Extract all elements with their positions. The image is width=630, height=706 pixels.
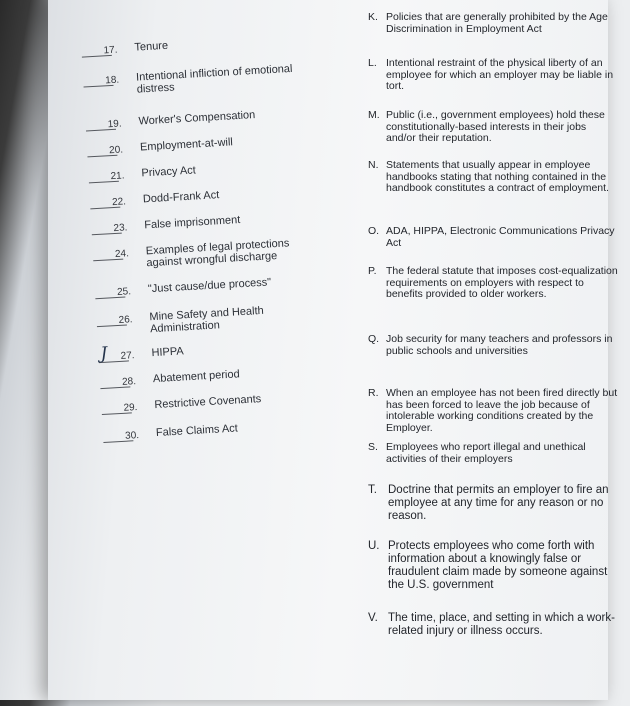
handwritten-answer: J	[99, 343, 108, 364]
term-text: Restrictive Covenants	[154, 393, 262, 412]
question-number: 28.	[121, 376, 137, 388]
question-number: 30.	[124, 429, 140, 442]
definition-text: Employees who report illegal and unethical activities of their employers	[386, 441, 586, 465]
definition-letter: U.	[368, 540, 380, 552]
term-text: False imprisonment	[144, 214, 241, 232]
question-number: 18.	[104, 74, 120, 87]
question-number: 23.	[113, 222, 128, 235]
worksheet-page	[48, 0, 618, 700]
term-text: Mine Safety and Health Administration	[149, 304, 265, 336]
definition-text: Job security for many teachers and professors in public schools and universities	[386, 333, 613, 357]
terms-column	[37, 0, 376, 706]
question-number: 25.	[116, 286, 132, 298]
question-number: 21.	[110, 170, 125, 183]
term-text: False Claims Act	[155, 422, 239, 440]
question-number: 24.	[114, 248, 130, 261]
definition-letter: M.	[368, 109, 380, 121]
term-text: "Just cause/due process"	[147, 276, 272, 296]
definition-text: The time, place, and setting in which a work-related injury or illness occurs.	[388, 612, 615, 637]
definition-letter: Q.	[368, 333, 380, 345]
question-number: 22.	[111, 196, 127, 209]
definition-letter: L.	[368, 57, 377, 69]
question-number: 29.	[123, 402, 138, 414]
definition-letter: S.	[368, 441, 378, 453]
definition-text: Doctrine that permits an employer to fire an employee at any time for any reason or no reason.	[388, 484, 609, 522]
definition-text: Policies that are generally prohibited by the Age Discrimination in Employment Act	[386, 11, 608, 35]
question-number: 17.	[103, 44, 118, 57]
definition-letter: R.	[368, 387, 379, 399]
term-text: Dodd-Frank Act	[142, 189, 220, 206]
definition-text: Public (i.e., government employees) hold these constitutionally-based interests in their jobs and/or their reputation.	[386, 109, 605, 144]
definition-letter: K.	[368, 11, 378, 23]
question-number: 19.	[107, 118, 122, 131]
term-text: Tenure	[134, 39, 169, 54]
definition-letter: T.	[368, 484, 377, 496]
term-text: Worker's Compensation	[138, 109, 256, 128]
definition-text: When an employee has not been fired directly but has been forced to leave the job because of intolerable working conditions created by the Employer.	[386, 387, 618, 434]
question-number: 26.	[118, 314, 133, 326]
term-text: Intentional infliction of emotional distress	[135, 62, 293, 96]
question-number: 27.	[120, 350, 135, 362]
definition-text: Statements that usually appear in employee handbooks stating that nothing contained in the handbook constitutes a contract of employment.	[386, 159, 609, 194]
definition-letter: N.	[368, 159, 379, 171]
term-text: Examples of legal protections against wrongful discharge	[145, 237, 290, 270]
term-text: Employment-at-will	[139, 136, 234, 154]
question-number: 20.	[108, 144, 124, 157]
definition-letter: V.	[368, 612, 378, 624]
term-text: HIPPA	[151, 345, 185, 360]
term-text: Abatement period	[152, 368, 241, 386]
definition-letter: P.	[368, 265, 377, 277]
definition-text: ADA, HIPPA, Electronic Communications Privacy Act	[386, 225, 615, 249]
term-text: Privacy Act	[141, 164, 197, 180]
definition-text: The federal statute that imposes cost-equalization requirements on employers with respect to benefits provided to older workers.	[386, 265, 618, 300]
definition-text: Intentional restraint of the physical liberty of an employee for which an employer may be liable in tort.	[386, 57, 614, 92]
definition-text: Protects employees who come forth with information about a knowingly false or fraudulent claim made by someone against the U.S. government	[388, 540, 608, 591]
definition-letter: O.	[368, 225, 380, 237]
